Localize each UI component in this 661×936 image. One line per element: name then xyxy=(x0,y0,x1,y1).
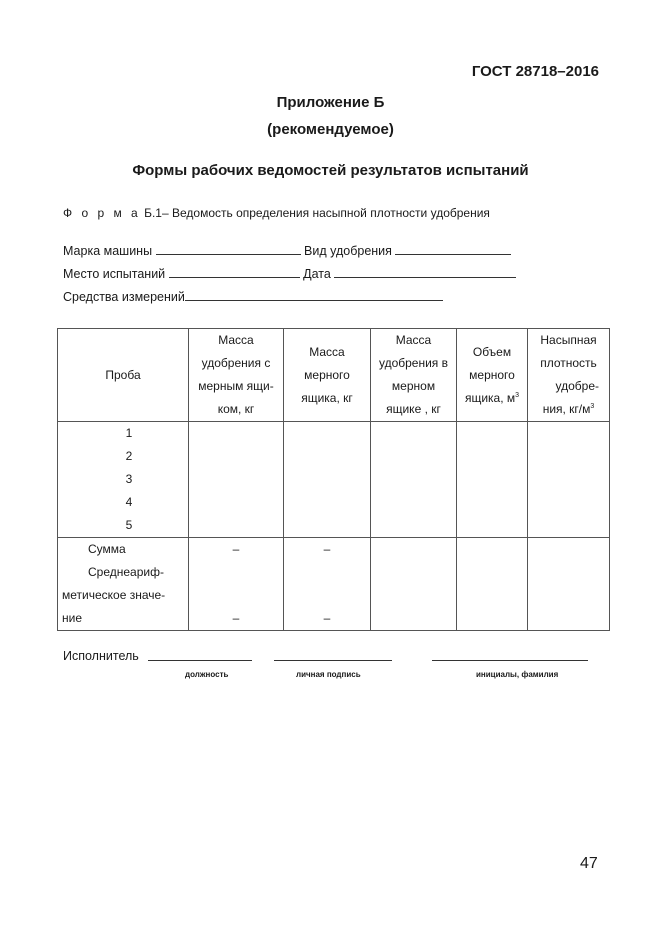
superscript: 3 xyxy=(590,403,595,410)
header-line: удобрения в xyxy=(378,356,449,370)
table-cell[interactable] xyxy=(528,422,610,538)
dash: – xyxy=(323,611,331,625)
dash: – xyxy=(323,542,331,556)
header-probe: Проба xyxy=(58,329,189,422)
header-line xyxy=(457,387,527,410)
dash: – xyxy=(232,611,240,625)
table-cell[interactable] xyxy=(371,422,457,538)
probe-number: 1 xyxy=(125,426,133,440)
box-mass-summary-cell xyxy=(284,538,371,631)
position-line[interactable] xyxy=(148,660,252,661)
probe-number: 5 xyxy=(125,518,133,532)
table-row-summary xyxy=(58,538,610,631)
test-place-label: Место испытаний xyxy=(63,267,166,281)
header-line: Масса xyxy=(309,344,345,359)
header-line: Насыпная xyxy=(540,333,597,347)
probe-number: 4 xyxy=(125,495,133,509)
form-title-line xyxy=(63,206,490,220)
header-line: Масса xyxy=(395,333,432,347)
appendix-status: (рекомендуемое) xyxy=(267,121,394,138)
results-table xyxy=(57,328,610,631)
probe-number: 2 xyxy=(125,449,133,463)
header-line: Объем xyxy=(472,344,512,359)
header-line: мерного xyxy=(304,367,350,382)
test-place-row xyxy=(63,266,516,281)
section-title: Формы рабочих ведомостей результатов испытаний xyxy=(132,162,529,179)
performer-label: Исполнитель xyxy=(63,649,139,663)
page-number: 47 xyxy=(580,855,598,872)
signature-line[interactable] xyxy=(274,660,392,661)
probe-numbers-cell xyxy=(58,422,189,538)
header-mass-in-box xyxy=(371,329,457,422)
header-line: мерном xyxy=(391,379,436,393)
header-line: мерного xyxy=(469,367,515,382)
header-line xyxy=(528,398,609,421)
initials-line[interactable] xyxy=(432,660,588,661)
table-row-probes xyxy=(58,422,610,538)
header-text: ния, кг/м xyxy=(542,402,591,416)
machine-brand-row xyxy=(63,243,511,258)
signature-caption: личная подпись xyxy=(296,670,361,679)
header-line: плотность xyxy=(540,356,597,370)
form-label: Ф о р м а xyxy=(63,206,141,220)
fertilizer-type-label: Вид удобрения xyxy=(304,244,392,258)
header-line: удобрения с xyxy=(201,356,271,370)
header-line: ком, кг xyxy=(217,402,255,416)
probe-number: 3 xyxy=(125,472,133,486)
dash: – xyxy=(232,542,240,556)
initials-caption: инициалы, фамилия xyxy=(476,670,559,679)
header-mass-with-box xyxy=(189,329,284,422)
header-line: удобре- xyxy=(555,379,599,393)
machine-brand-label: Марка машины xyxy=(63,244,153,258)
header-line: ящика, кг xyxy=(301,390,353,405)
position-caption: должность xyxy=(185,670,229,679)
mean-label: ние xyxy=(62,611,83,625)
instruments-blank[interactable] xyxy=(185,289,443,301)
date-label: Дата xyxy=(303,267,331,281)
form-title: Ведомость определения насыпной плотности удобрения xyxy=(171,206,490,220)
mean-label: Среднеариф- xyxy=(88,565,164,579)
document-code: ГОСТ 28718–2016 xyxy=(471,63,599,80)
header-box-volume xyxy=(457,329,528,422)
header-line: мерным ящи- xyxy=(198,379,274,393)
table-cell[interactable] xyxy=(457,538,528,631)
table-cell[interactable] xyxy=(189,422,284,538)
instruments-row xyxy=(63,289,443,304)
test-place-blank[interactable] xyxy=(169,266,300,278)
form-number: Б.1– xyxy=(144,206,169,220)
header-bulk-density xyxy=(528,329,610,422)
summary-labels-cell xyxy=(58,538,189,631)
table-cell[interactable] xyxy=(528,538,610,631)
table-cell[interactable] xyxy=(457,422,528,538)
mass-with-box-summary-cell xyxy=(189,538,284,631)
appendix-title: Приложение Б xyxy=(276,94,385,111)
table-cell[interactable] xyxy=(284,422,371,538)
header-line: Масса xyxy=(218,333,254,347)
header-line: ящике , кг xyxy=(386,402,441,416)
table-header-row xyxy=(58,329,610,422)
table-cell[interactable] xyxy=(371,538,457,631)
machine-brand-blank[interactable] xyxy=(156,243,301,255)
superscript: 3 xyxy=(515,391,520,399)
header-box-mass xyxy=(284,329,371,422)
sum-label: Сумма xyxy=(88,542,126,556)
header-text: ящика, м xyxy=(464,390,516,405)
mean-label: метическое значе- xyxy=(62,588,166,602)
instruments-label: Средства измерений xyxy=(63,290,185,304)
date-blank[interactable] xyxy=(334,266,516,278)
fertilizer-type-blank[interactable] xyxy=(395,243,511,255)
